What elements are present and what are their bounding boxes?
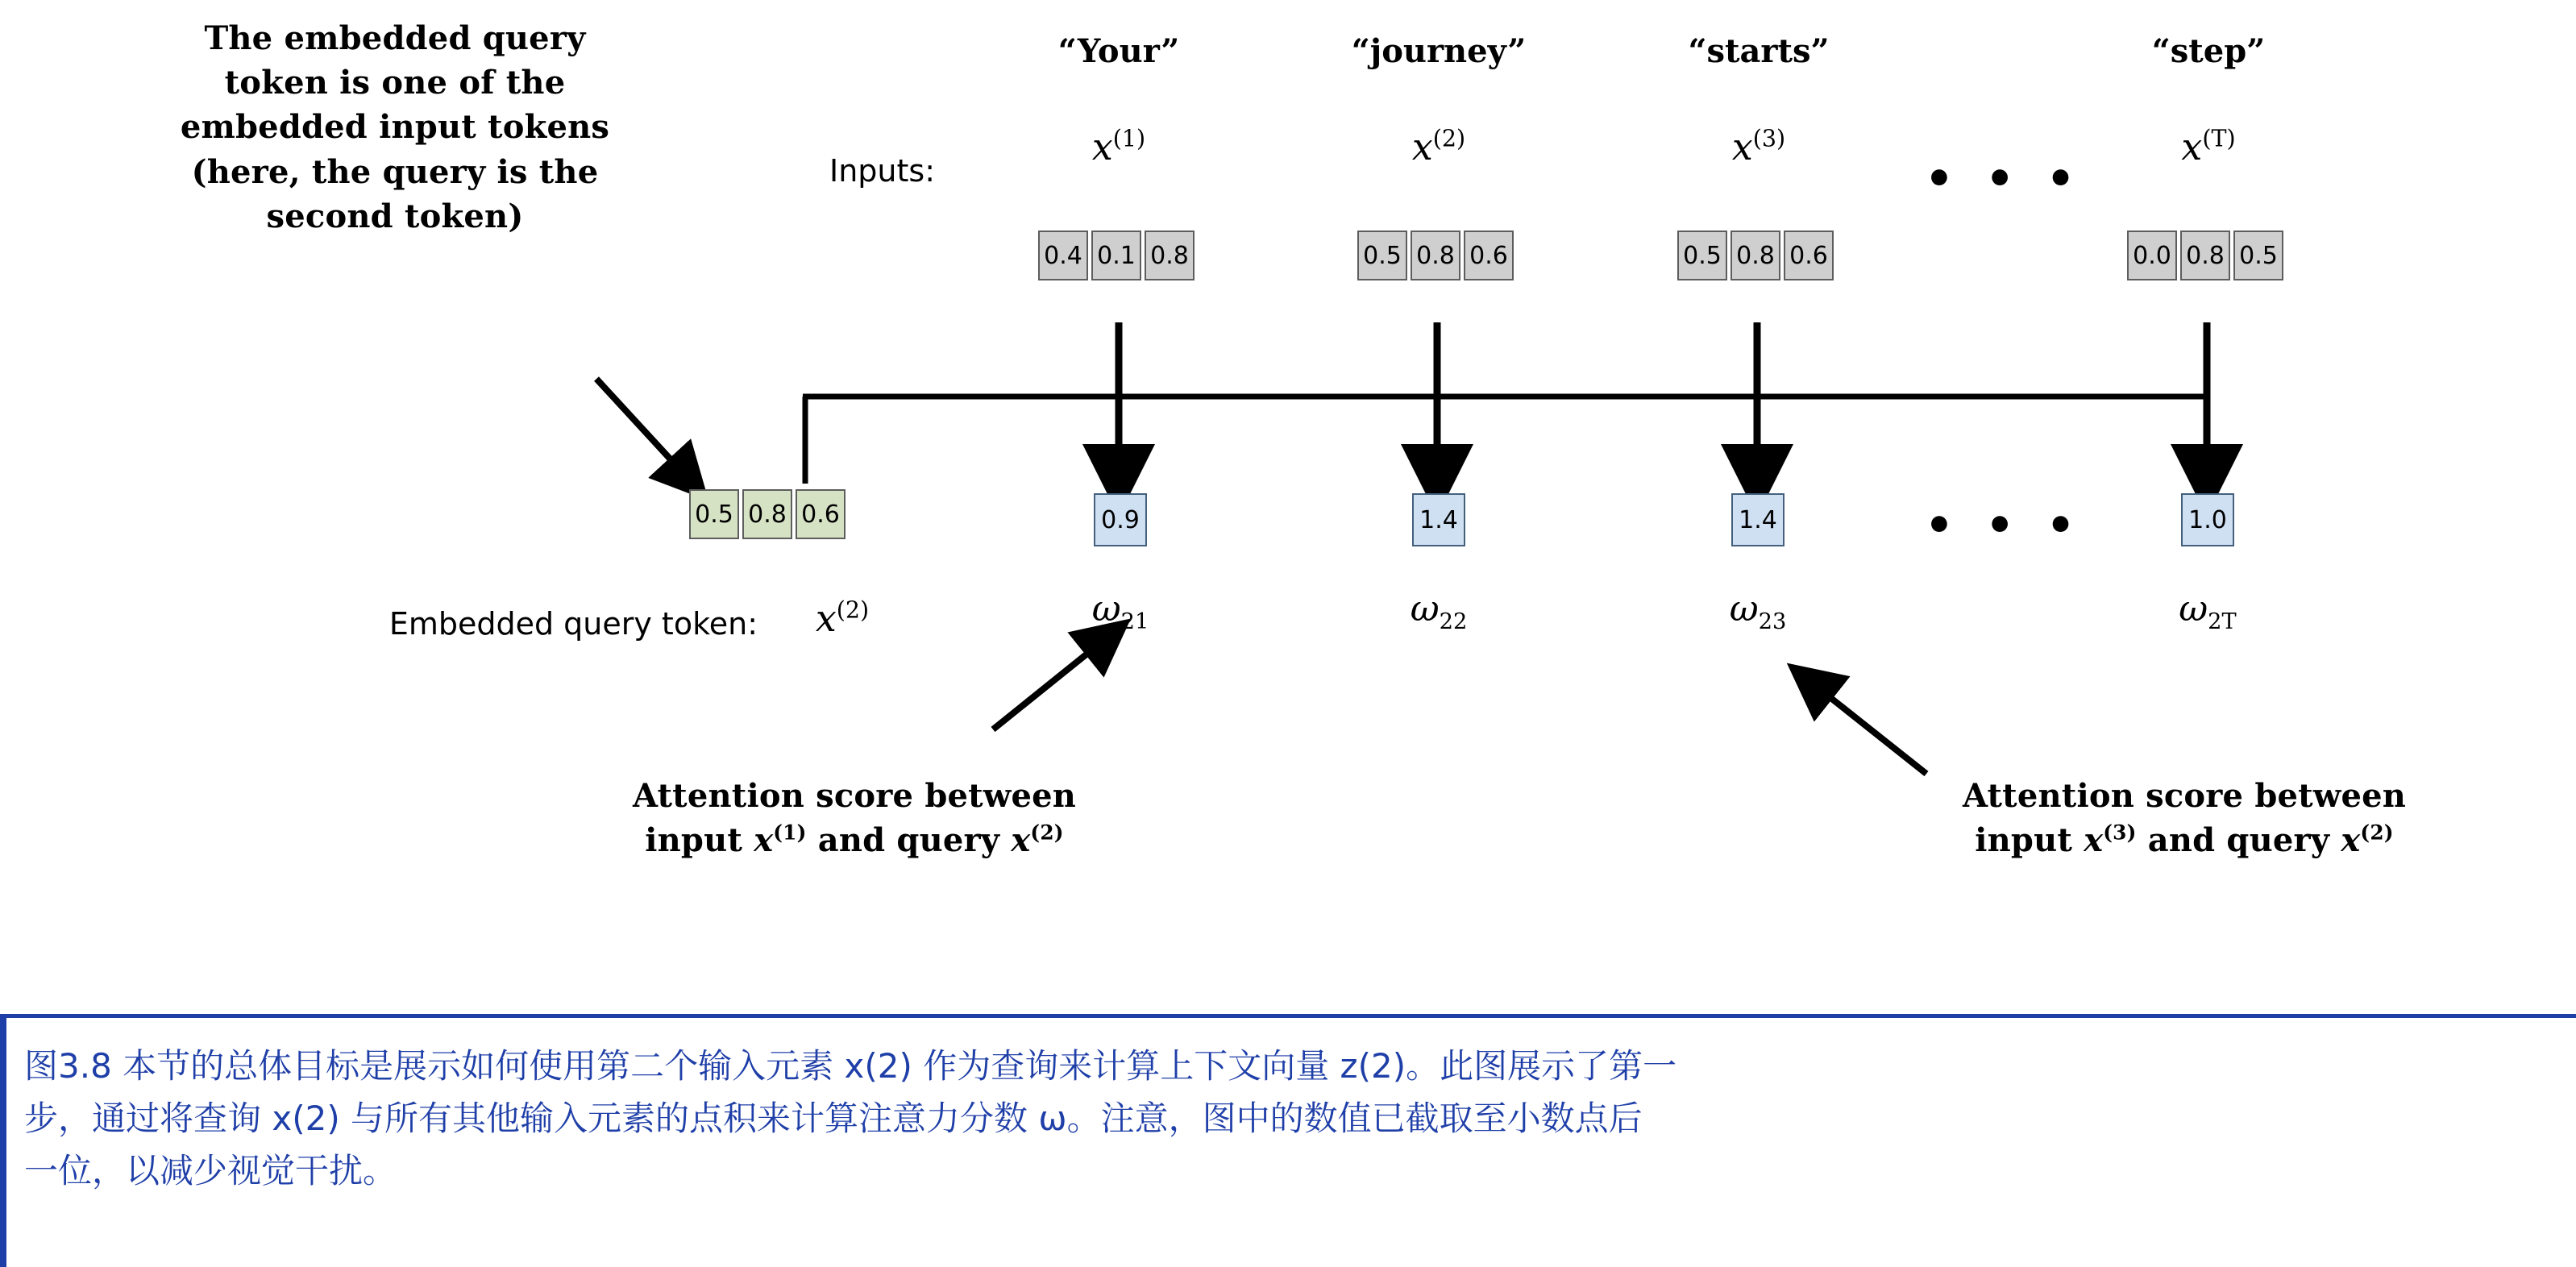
omega-label-3-subscript: 23 [1758, 609, 1787, 634]
token-word-3: “starts” [1688, 32, 1830, 70]
token-var-4-superscript: (T) [2202, 125, 2236, 152]
annotation-query-note-line-4: (here, the query is the [191, 152, 599, 191]
query-vector-cell-0: 0.5 [689, 489, 739, 539]
score-cell-3-value: 1.4 [1731, 493, 1785, 546]
annotation-attention-left-pre: input [645, 821, 754, 860]
token-var-1-letter: x [1091, 125, 1113, 168]
annotation-attention-right-pre: input [1975, 821, 2084, 860]
pointer-attention-left [993, 637, 1108, 729]
token-var-1 [990, 125, 1248, 168]
token-var-1-superscript: (1) [1112, 125, 1146, 152]
input-vector-4-cell-2: 0.5 [2233, 231, 2283, 280]
input-vector-1-cell-0: 0.4 [1038, 231, 1088, 280]
input-vector-1-cell-1: 0.1 [1091, 231, 1141, 280]
score-row-ellipsis: • • • [1925, 500, 2084, 552]
annotation-query-note-line-2: token is one of the [224, 64, 566, 102]
query-var-label [770, 596, 915, 640]
annotation-query-note-line-5: second token) [266, 197, 524, 235]
annotation-attention-left-x2: x [1011, 821, 1031, 860]
score-cell-4-value: 1.0 [2181, 493, 2234, 546]
token-var-3-superscript: (3) [1752, 125, 1786, 152]
input-vector-3 [1677, 231, 1834, 280]
input-vector-1-cell-2: 0.8 [1145, 231, 1195, 280]
omega-label-3-symbol: ω [1729, 588, 1759, 629]
token-var-2-superscript: (2) [1432, 125, 1466, 152]
input-vector-3-cell-1: 0.8 [1730, 231, 1780, 280]
input-vector-4 [2127, 231, 2283, 280]
annotation-attention-right-line-1: Attention score between [1962, 777, 2407, 815]
input-vector-3-cell-2: 0.6 [1784, 231, 1834, 280]
annotation-attention-right-x2: x [2341, 821, 2361, 860]
annotation-attention-right-sup1: (3) [2103, 820, 2137, 845]
query-vector-cell-2: 0.6 [796, 489, 846, 539]
figure-caption-line-1: 图3.8 本节的总体目标是展示如何使用第二个输入元素 x(2) 作为查询来计算上下文向量 z(2)。此图展示了第一 [24, 1046, 1677, 1086]
annotation-attention-left [556, 774, 1153, 862]
token-word-4: “step” [2151, 32, 2266, 70]
omega-label-3 [1669, 588, 1847, 634]
omega-label-1 [1032, 588, 1209, 634]
omega-label-2-subscript: 22 [1439, 609, 1468, 634]
score-cell-4 [2181, 493, 2234, 546]
input-vector-3-cell-0: 0.5 [1677, 231, 1727, 280]
token-word-1: “Your” [1057, 32, 1180, 70]
token-var-4 [2079, 125, 2337, 168]
omega-label-1-symbol: ω [1091, 588, 1121, 629]
input-vector-1 [1038, 231, 1195, 280]
token-var-2 [1310, 125, 1568, 168]
omega-label-4 [2119, 588, 2296, 634]
query-vector-cell-1: 0.8 [742, 489, 792, 539]
score-cell-1 [1094, 493, 1147, 546]
figure-caption [24, 1040, 2555, 1197]
score-cell-2 [1412, 493, 1465, 546]
token-var-4-letter: x [2181, 125, 2203, 168]
figure-caption-line-2: 步，通过将查询 x(2) 与所有其他输入元素的点积来计算注意力分数 ω。注意，图中的数值已截取至小数点后 [24, 1099, 1643, 1139]
input-vector-2 [1357, 231, 1514, 280]
input-vector-4-cell-1: 0.8 [2180, 231, 2230, 280]
annotation-attention-left-sup2: (2) [1030, 820, 1064, 845]
omega-label-1-subscript: 21 [1120, 609, 1149, 634]
annotation-attention-right [1878, 774, 2491, 862]
annotation-attention-left-mid: and query [806, 821, 1012, 860]
omega-label-2-symbol: ω [1410, 588, 1440, 629]
token-var-3 [1630, 125, 1888, 168]
pointer-query-note [596, 379, 689, 480]
query-var-superscript: (2) [836, 596, 870, 624]
omega-label-2 [1350, 588, 1527, 634]
annotation-query-note-line-1: The embedded query [204, 19, 586, 57]
input-row-ellipsis: • • • [1925, 153, 2084, 206]
score-cell-3 [1731, 493, 1785, 546]
annotation-attention-right-sup2: (2) [2360, 820, 2394, 845]
annotation-attention-left-x1: x [754, 821, 774, 860]
annotation-attention-left-sup1: (1) [773, 820, 807, 845]
caption-divider [0, 1014, 2576, 1018]
annotation-attention-left-line-1: Attention score between [632, 777, 1077, 815]
token-var-2-letter: x [1411, 125, 1433, 168]
annotation-attention-right-line-2 [1878, 818, 2491, 862]
omega-label-4-symbol: ω [2179, 588, 2208, 629]
annotation-query-note-line-3: embedded input tokens [180, 108, 610, 147]
annotation-attention-left-line-2 [556, 818, 1153, 862]
token-word-2: “journey” [1351, 32, 1527, 70]
score-cell-2-value: 1.4 [1412, 493, 1465, 546]
figure-caption-line-3: 一位，以减少视觉干扰。 [24, 1151, 397, 1191]
score-cell-1-value: 0.9 [1094, 493, 1147, 546]
caption-left-bar [0, 1014, 6, 1267]
embedded-query-token-label: Embedded query token: [388, 606, 758, 642]
annotation-attention-right-x1: x [2084, 821, 2104, 860]
annotation-query-note [121, 16, 669, 239]
query-vector [689, 489, 846, 539]
input-vector-4-cell-0: 0.0 [2127, 231, 2177, 280]
input-vector-2-cell-1: 0.8 [1411, 231, 1460, 280]
input-vector-2-cell-0: 0.5 [1357, 231, 1407, 280]
omega-label-4-subscript: 2T [2208, 609, 2237, 634]
query-var-letter: x [815, 596, 837, 640]
token-var-3-letter: x [1731, 125, 1753, 168]
inputs-row-label: Inputs: [829, 153, 935, 189]
annotation-attention-right-mid: and query [2136, 821, 2341, 860]
pointer-attention-right [1809, 681, 1926, 774]
input-vector-2-cell-2: 0.6 [1464, 231, 1514, 280]
